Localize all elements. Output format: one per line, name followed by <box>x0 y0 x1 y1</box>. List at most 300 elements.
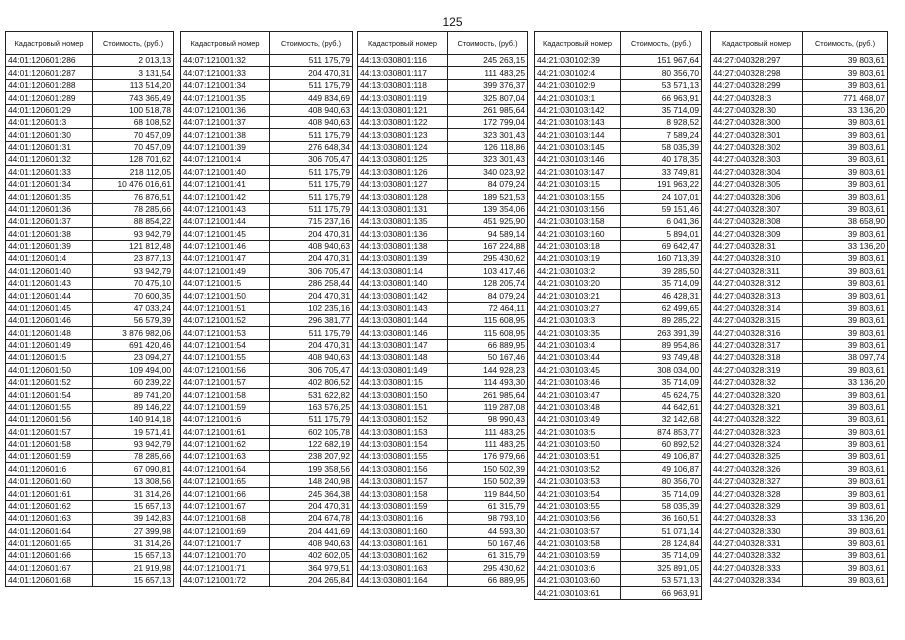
table-row <box>358 463 528 475</box>
table-row <box>358 438 528 450</box>
cost-cell: 449 834,69 <box>270 92 353 104</box>
cadastral-number-cell: 44:21:030103:15 <box>535 178 621 190</box>
cadastral-number-cell: 44:27:040328:301 <box>711 129 803 141</box>
cost-cell: 53 571,13 <box>621 574 702 586</box>
cost-cell: 139 354,06 <box>448 203 528 215</box>
table-row <box>711 562 888 574</box>
cost-cell: 33 749,81 <box>621 166 702 178</box>
cost-cell: 204 470,31 <box>270 228 353 240</box>
cadastral-number-cell: 44:07:121001:55 <box>181 352 270 364</box>
cost-cell: 15 657,13 <box>93 550 174 562</box>
cost-cell: 191 963,22 <box>621 178 702 190</box>
table-row <box>535 413 702 425</box>
cadastral-number-cell: 44:07:121001:65 <box>181 475 270 487</box>
cadastral-number-cell: 44:01:120601:48 <box>6 327 93 339</box>
table-row <box>358 141 528 153</box>
cost-table-1 <box>5 31 174 587</box>
cadastral-number-cell: 44:01:120601:40 <box>6 265 93 277</box>
cadastral-number-cell: 44:07:121001:5 <box>181 277 270 289</box>
cadastral-number-cell: 44:01:120601:289 <box>6 92 93 104</box>
table-row <box>711 265 888 277</box>
table-row <box>711 314 888 326</box>
table-row <box>535 92 702 104</box>
cost-cell: 70 457,09 <box>93 129 174 141</box>
header-cost: Стоимость, (руб.) <box>621 32 702 55</box>
table-row <box>711 104 888 116</box>
cadastral-number-cell: 44:27:040328:321 <box>711 401 803 413</box>
table-row <box>358 413 528 425</box>
cadastral-number-cell: 44:01:120601:46 <box>6 314 93 326</box>
table-row <box>181 240 353 252</box>
table-row <box>711 92 888 104</box>
table-row <box>358 203 528 215</box>
table-row <box>711 166 888 178</box>
cost-cell: 402 602,05 <box>270 550 353 562</box>
table-row <box>711 413 888 425</box>
table-row <box>711 228 888 240</box>
cost-cell: 93 749,48 <box>621 352 702 364</box>
cost-cell: 511 175,79 <box>270 191 353 203</box>
cost-cell: 27 399,98 <box>93 525 174 537</box>
cost-cell: 451 925,90 <box>448 215 528 227</box>
cost-cell: 399 376,37 <box>448 79 528 91</box>
cadastral-number-cell: 44:21:030103:57 <box>535 525 621 537</box>
cost-cell: 5 894,01 <box>621 228 702 240</box>
cadastral-number-cell: 44:13:030801:14 <box>358 265 448 277</box>
cadastral-number-cell: 44:27:040328:316 <box>711 327 803 339</box>
cost-cell: 204 470,31 <box>270 290 353 302</box>
cost-cell: 39 803,61 <box>803 166 888 178</box>
table-row <box>181 574 353 586</box>
table-row <box>535 215 702 227</box>
table-row <box>6 215 174 227</box>
cost-cell: 150 502,39 <box>448 475 528 487</box>
cost-cell: 151 967,64 <box>621 55 702 67</box>
cost-cell: 3 876 982,06 <box>93 327 174 339</box>
cost-table-5 <box>710 31 888 587</box>
cadastral-number-cell: 44:01:120601:52 <box>6 376 93 388</box>
cost-cell: 39 803,61 <box>803 463 888 475</box>
cost-cell: 511 175,79 <box>270 327 353 339</box>
cadastral-number-cell: 44:21:030103:44 <box>535 352 621 364</box>
cost-cell: 204 441,69 <box>270 525 353 537</box>
table-row <box>711 253 888 265</box>
table-row <box>711 339 888 351</box>
cost-cell: 144 928,23 <box>448 364 528 376</box>
table-row <box>711 500 888 512</box>
cadastral-number-cell: 44:27:040328:323 <box>711 426 803 438</box>
table-row <box>711 215 888 227</box>
cadastral-number-cell: 44:01:120601:60 <box>6 475 93 487</box>
cadastral-number-cell: 44:27:040328:3 <box>711 92 803 104</box>
cadastral-number-cell: 44:07:121001:54 <box>181 339 270 351</box>
table-row <box>535 166 702 178</box>
cost-cell: 204 265,84 <box>270 574 353 586</box>
table-row <box>535 376 702 388</box>
cadastral-number-cell: 44:21:030103:49 <box>535 413 621 425</box>
cadastral-number-cell: 44:13:030801:139 <box>358 253 448 265</box>
cost-cell: 103 417,46 <box>448 265 528 277</box>
cadastral-number-cell: 44:13:030801:152 <box>358 413 448 425</box>
cadastral-number-cell: 44:07:121001:6 <box>181 413 270 425</box>
table-row <box>181 463 353 475</box>
cost-cell: 364 979,51 <box>270 562 353 574</box>
cadastral-number-cell: 44:01:120601:67 <box>6 562 93 574</box>
table-row <box>181 525 353 537</box>
table-row <box>181 166 353 178</box>
cost-cell: 163 576,25 <box>270 401 353 413</box>
cost-cell: 286 258,44 <box>270 277 353 289</box>
table-row <box>358 389 528 401</box>
table-row <box>358 500 528 512</box>
cadastral-number-cell: 44:07:121001:7 <box>181 537 270 549</box>
cost-cell: 21 919,98 <box>93 562 174 574</box>
cost-cell: 100 518,78 <box>93 104 174 116</box>
cadastral-number-cell: 44:07:121001:62 <box>181 438 270 450</box>
table-row <box>181 500 353 512</box>
cadastral-number-cell: 44:27:040328:328 <box>711 488 803 500</box>
table-row <box>181 154 353 166</box>
cadastral-number-cell: 44:01:120601:44 <box>6 290 93 302</box>
cadastral-number-cell: 44:13:030801:147 <box>358 339 448 351</box>
cadastral-number-cell: 44:07:121001:49 <box>181 265 270 277</box>
table-row <box>6 240 174 252</box>
cost-cell: 98 793,10 <box>448 512 528 524</box>
cadastral-number-cell: 44:07:121001:58 <box>181 389 270 401</box>
cadastral-number-cell: 44:27:040328:299 <box>711 79 803 91</box>
cost-cell: 204 470,31 <box>270 67 353 79</box>
header-cadastral-number: Кадастровый номер <box>181 32 270 55</box>
cadastral-number-cell: 44:21:030103:4 <box>535 339 621 351</box>
header-cost: Стоимость, (руб.) <box>270 32 353 55</box>
table-row <box>181 451 353 463</box>
cost-cell: 53 571,13 <box>621 79 702 91</box>
cadastral-number-cell: 44:21:030103:53 <box>535 475 621 487</box>
table-row <box>711 302 888 314</box>
cost-cell: 402 806,52 <box>270 376 353 388</box>
table-row <box>6 104 174 116</box>
cost-cell: 50 167,46 <box>448 352 528 364</box>
cadastral-number-cell: 44:27:040328:319 <box>711 364 803 376</box>
cadastral-number-cell: 44:01:120601:5 <box>6 352 93 364</box>
cadastral-number-cell: 44:07:121001:35 <box>181 92 270 104</box>
table-row <box>181 401 353 413</box>
cost-cell: 511 175,79 <box>270 166 353 178</box>
cadastral-number-cell: 44:07:121001:45 <box>181 228 270 240</box>
cadastral-number-cell: 44:21:030103:6 <box>535 562 621 574</box>
cost-cell: 325 891,05 <box>621 562 702 574</box>
table-row <box>358 314 528 326</box>
cadastral-number-cell: 44:13:030801:155 <box>358 451 448 463</box>
cost-cell: 308 034,00 <box>621 364 702 376</box>
header-cost: Стоимость, (руб.) <box>803 32 888 55</box>
cost-cell: 84 079,24 <box>448 290 528 302</box>
table-row <box>358 178 528 190</box>
cadastral-number-cell: 44:07:121001:51 <box>181 302 270 314</box>
table-row <box>535 141 702 153</box>
cost-cell: 204 470,31 <box>270 253 353 265</box>
cadastral-number-cell: 44:21:030103:51 <box>535 451 621 463</box>
cadastral-number-cell: 44:07:121001:67 <box>181 500 270 512</box>
table-row <box>6 166 174 178</box>
table-row <box>535 314 702 326</box>
cadastral-number-cell: 44:01:120601:59 <box>6 451 93 463</box>
cost-cell: 70 600,35 <box>93 290 174 302</box>
table-row <box>181 475 353 487</box>
cost-cell: 6 041,36 <box>621 215 702 227</box>
cadastral-number-cell: 44:21:030103:54 <box>535 488 621 500</box>
cadastral-number-cell: 44:27:040328:307 <box>711 203 803 215</box>
cadastral-number-cell: 44:01:120601:3 <box>6 116 93 128</box>
cost-cell: 51 071,14 <box>621 525 702 537</box>
cadastral-number-cell: 44:01:120601:35 <box>6 191 93 203</box>
cadastral-number-cell: 44:13:030801:159 <box>358 500 448 512</box>
table-row <box>711 451 888 463</box>
cadastral-number-cell: 44:21:030103:142 <box>535 104 621 116</box>
cadastral-number-cell: 44:21:030103:35 <box>535 327 621 339</box>
cost-cell: 39 803,61 <box>803 178 888 190</box>
cadastral-number-cell: 44:27:040328:30 <box>711 104 803 116</box>
table-row <box>181 178 353 190</box>
cost-cell: 98 990,43 <box>448 413 528 425</box>
cost-cell: 33 136,20 <box>803 376 888 388</box>
cadastral-number-cell: 44:21:030102:4 <box>535 67 621 79</box>
cadastral-number-cell: 44:21:030103:47 <box>535 389 621 401</box>
cost-cell: 325 807,04 <box>448 92 528 104</box>
table-row <box>358 339 528 351</box>
cadastral-number-cell: 44:13:030801:127 <box>358 178 448 190</box>
table-row <box>6 339 174 351</box>
cost-cell: 511 175,79 <box>270 79 353 91</box>
cadastral-number-cell: 44:27:040328:304 <box>711 166 803 178</box>
table-row <box>6 562 174 574</box>
cadastral-number-cell: 44:07:121001:70 <box>181 550 270 562</box>
cost-cell: 715 237,16 <box>270 215 353 227</box>
cadastral-number-cell: 44:01:120601:66 <box>6 550 93 562</box>
cost-cell: 46 428,31 <box>621 290 702 302</box>
table-row <box>358 537 528 549</box>
table-row <box>181 215 353 227</box>
cadastral-number-cell: 44:13:030801:143 <box>358 302 448 314</box>
cadastral-number-cell: 44:27:040328:331 <box>711 537 803 549</box>
cost-cell: 408 940,63 <box>270 104 353 116</box>
cost-cell: 56 579,39 <box>93 314 174 326</box>
cadastral-number-cell: 44:27:040328:329 <box>711 500 803 512</box>
table-row <box>358 166 528 178</box>
table-row <box>711 537 888 549</box>
cadastral-number-cell: 44:07:121001:4 <box>181 154 270 166</box>
cost-cell: 39 803,61 <box>803 537 888 549</box>
cadastral-number-cell: 44:27:040328:320 <box>711 389 803 401</box>
table-row <box>711 389 888 401</box>
table-row <box>358 191 528 203</box>
table-row <box>711 364 888 376</box>
cost-cell: 39 803,61 <box>803 475 888 487</box>
cadastral-number-cell: 44:21:030103:2 <box>535 265 621 277</box>
cadastral-number-cell: 44:21:030102:39 <box>535 55 621 67</box>
cadastral-number-cell: 44:13:030801:146 <box>358 327 448 339</box>
cost-cell: 128 701,62 <box>93 154 174 166</box>
table-row <box>6 67 174 79</box>
cost-cell: 60 239,22 <box>93 376 174 388</box>
cost-cell: 39 803,61 <box>803 327 888 339</box>
cost-cell: 39 803,61 <box>803 562 888 574</box>
table-row <box>6 327 174 339</box>
table-row <box>6 314 174 326</box>
cost-cell: 39 803,61 <box>803 228 888 240</box>
cost-cell: 128 205,74 <box>448 277 528 289</box>
table-row <box>6 525 174 537</box>
cadastral-number-cell: 44:27:040328:308 <box>711 215 803 227</box>
table-row <box>6 92 174 104</box>
table-row <box>6 512 174 524</box>
cost-cell: 263 391,39 <box>621 327 702 339</box>
table-row <box>358 574 528 586</box>
cost-cell: 148 240,98 <box>270 475 353 487</box>
table-row <box>535 364 702 376</box>
cadastral-number-cell: 44:07:121001:57 <box>181 376 270 388</box>
table-row <box>535 500 702 512</box>
cadastral-number-cell: 44:13:030801:125 <box>358 154 448 166</box>
cost-cell: 238 207,92 <box>270 451 353 463</box>
cadastral-number-cell: 44:01:120601:33 <box>6 166 93 178</box>
cost-cell: 2 013,13 <box>93 55 174 67</box>
table-row <box>181 376 353 388</box>
table-row <box>6 500 174 512</box>
cost-cell: 35 714,09 <box>621 376 702 388</box>
cost-cell: 126 118,86 <box>448 141 528 153</box>
cost-cell: 119 844,50 <box>448 488 528 500</box>
cost-cell: 88 854,22 <box>93 215 174 227</box>
cost-cell: 39 803,61 <box>803 364 888 376</box>
cost-cell: 323 301,43 <box>448 154 528 166</box>
table-row <box>181 314 353 326</box>
table-row <box>181 438 353 450</box>
cost-cell: 33 136,20 <box>803 104 888 116</box>
cost-cell: 408 940,63 <box>270 116 353 128</box>
table-row <box>535 67 702 79</box>
table-row <box>535 525 702 537</box>
cadastral-number-cell: 44:27:040328:315 <box>711 314 803 326</box>
table-row <box>6 537 174 549</box>
table-row <box>358 79 528 91</box>
cadastral-number-cell: 44:27:040328:298 <box>711 67 803 79</box>
table-row <box>181 129 353 141</box>
cost-cell: 306 705,47 <box>270 154 353 166</box>
cost-cell: 39 803,61 <box>803 574 888 586</box>
table-row <box>358 512 528 524</box>
cost-cell: 408 940,63 <box>270 240 353 252</box>
table-row <box>6 79 174 91</box>
table-row <box>6 475 174 487</box>
table-row <box>711 116 888 128</box>
cost-cell: 93 942,79 <box>93 438 174 450</box>
table-row <box>181 302 353 314</box>
cost-cell: 39 803,61 <box>803 79 888 91</box>
cadastral-number-cell: 44:07:121001:47 <box>181 253 270 265</box>
table-row <box>6 116 174 128</box>
cost-cell: 39 803,61 <box>803 191 888 203</box>
cost-cell: 66 889,95 <box>448 574 528 586</box>
cadastral-number-cell: 44:21:030103:56 <box>535 512 621 524</box>
cost-cell: 172 799,04 <box>448 116 528 128</box>
cadastral-number-cell: 44:21:030103:52 <box>535 463 621 475</box>
cadastral-number-cell: 44:27:040328:318 <box>711 352 803 364</box>
cost-table-2 <box>180 31 353 587</box>
cost-cell: 111 483,25 <box>448 67 528 79</box>
table-row <box>535 488 702 500</box>
cadastral-number-cell: 44:01:120601:58 <box>6 438 93 450</box>
cost-cell: 76 876,51 <box>93 191 174 203</box>
cost-cell: 261 985,64 <box>448 104 528 116</box>
cadastral-number-cell: 44:01:120601:43 <box>6 277 93 289</box>
cost-cell: 140 914,18 <box>93 413 174 425</box>
cost-cell: 23 094,27 <box>93 352 174 364</box>
table-row <box>358 265 528 277</box>
table-row <box>535 191 702 203</box>
cadastral-number-cell: 44:27:040328:312 <box>711 277 803 289</box>
cadastral-number-cell: 44:01:120601:50 <box>6 364 93 376</box>
table-row <box>181 191 353 203</box>
cadastral-number-cell: 44:21:030103:50 <box>535 438 621 450</box>
table-row <box>181 228 353 240</box>
table-row <box>6 364 174 376</box>
cadastral-number-cell: 44:21:030103:55 <box>535 500 621 512</box>
cost-cell: 122 682,19 <box>270 438 353 450</box>
cadastral-number-cell: 44:01:120601:38 <box>6 228 93 240</box>
cost-cell: 276 648,34 <box>270 141 353 153</box>
cost-cell: 24 107,01 <box>621 191 702 203</box>
cadastral-number-cell: 44:01:120601:61 <box>6 488 93 500</box>
table-row <box>711 67 888 79</box>
table-row <box>6 352 174 364</box>
header-cadastral-number: Кадастровый номер <box>535 32 621 55</box>
cadastral-number-cell: 44:21:030103:3 <box>535 314 621 326</box>
table-row <box>181 550 353 562</box>
table-row <box>181 488 353 500</box>
table-row <box>181 141 353 153</box>
table-row <box>711 401 888 413</box>
table-row <box>358 364 528 376</box>
cadastral-number-cell: 44:21:030103:1 <box>535 92 621 104</box>
cost-cell: 13 308,56 <box>93 475 174 487</box>
cost-cell: 15 657,13 <box>93 574 174 586</box>
table-row <box>6 426 174 438</box>
cadastral-number-cell: 44:07:121001:61 <box>181 426 270 438</box>
table-row <box>6 228 174 240</box>
cadastral-number-cell: 44:13:030801:122 <box>358 116 448 128</box>
cost-cell: 61 315,79 <box>448 550 528 562</box>
table-row <box>358 92 528 104</box>
table-row <box>358 55 528 67</box>
cost-cell: 45 624,75 <box>621 389 702 401</box>
cadastral-number-cell: 44:13:030801:162 <box>358 550 448 562</box>
table-row <box>6 253 174 265</box>
table-row <box>535 550 702 562</box>
cadastral-number-cell: 44:01:120601:55 <box>6 401 93 413</box>
table-row <box>6 265 174 277</box>
table-row <box>711 574 888 586</box>
cadastral-number-cell: 44:01:120601:29 <box>6 104 93 116</box>
cadastral-number-cell: 44:07:121001:34 <box>181 79 270 91</box>
table-row <box>181 537 353 549</box>
cadastral-number-cell: 44:07:121001:44 <box>181 215 270 227</box>
table-row <box>358 488 528 500</box>
cadastral-number-cell: 44:13:030801:160 <box>358 525 448 537</box>
cost-cell: 32 142,68 <box>621 413 702 425</box>
table-row <box>711 141 888 153</box>
cost-cell: 70 457,09 <box>93 141 174 153</box>
